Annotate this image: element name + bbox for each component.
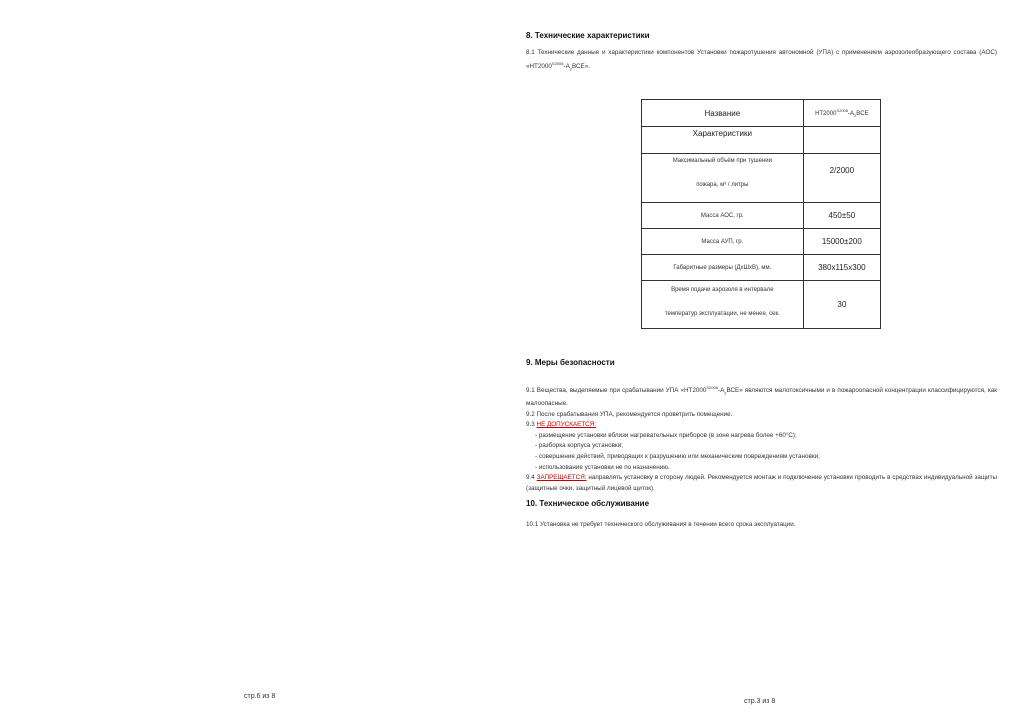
right-page-number: стр.3 из 8 xyxy=(744,698,776,705)
table-header-value: $НТ2000^{S2008}-A_2BCE$ xyxy=(803,100,880,127)
section-10-title: 10. Техническое обслуживание xyxy=(526,499,650,508)
table-row xyxy=(642,203,881,229)
row-value: 380х115х300 xyxy=(803,255,880,281)
row-value: 2/2000 xyxy=(803,154,880,203)
spec-table xyxy=(641,99,881,329)
row-label: пожара, м³ / литры xyxy=(696,182,749,188)
row-value: 450±50 xyxy=(803,203,880,229)
paragraph-9-3: 9.3 НЕ ДОПУСКАЕТСЯ: xyxy=(526,421,597,429)
table-header-name: Название xyxy=(642,100,804,127)
table-subheader: Характеристики xyxy=(642,127,804,154)
section-9-body xyxy=(526,383,997,494)
list-item: - размещение установки вблизи нагревательных приборов (в зоне нагрева более +60°С); xyxy=(535,431,797,439)
list-item: - разборка корпуса установки; xyxy=(535,442,623,450)
section-8-paragraph: 8.1 Технические данные и характеристики компонентов Установки пожаротушения автономной (УПА) с применением аэрозолеобразующего состава (АОС) «$НТ2000^{S2008}-А_2ВСЕ$». xyxy=(526,49,997,71)
row-value: 15000±200 xyxy=(803,229,880,255)
row-label: Максимальный объём при тушении xyxy=(672,158,772,164)
table-row xyxy=(642,229,881,255)
table-row xyxy=(642,281,881,329)
bullet-list xyxy=(526,431,997,473)
section-10-paragraph: 10.1 Установка не требует технического обслуживания в течении всего срока эксплуатации. xyxy=(526,521,796,528)
list-item: - использование установки не по назначению. xyxy=(535,463,670,471)
section-9-title: 9. Меры безопасности xyxy=(526,358,615,367)
row-value: 30 xyxy=(803,281,880,329)
list-item: - совершение действий, приводящих к разрушению или механическим повреждениям установки; xyxy=(535,452,820,460)
row-label: температур эксплуатации, не менее, сек. xyxy=(664,310,780,317)
paragraph-9-2: 9.2 После срабатывания УПА, рекомендуется проветрить помещение. xyxy=(526,410,733,418)
paragraph-9-1: 9.1 Вещества, выделяемые при срабатывании УПА «$НТ2000^{S2008}-А_2ВСЕ$» являются малотоксичными и в пожароопасной концентрации классифицируются, как малоопасные. xyxy=(526,385,997,407)
left-page-number: стр.6 из 8 xyxy=(244,693,276,700)
row-label: Масса АОС, гр. xyxy=(642,203,804,229)
table-row xyxy=(642,255,881,281)
paragraph-9-4: 9.4 ЗАПРЕЩАЕТСЯ: направлять установку в сторону людей. Рекомендуется монтаж и подключение установки проводить в средствах индивидуальной защиты (защитные очки, защитный лицевой щиток). xyxy=(526,474,997,492)
table-row xyxy=(642,154,881,203)
row-label: Время подачи аэрозоля в интервале xyxy=(671,286,774,293)
section-8-title: 8. Технические характеристики xyxy=(526,31,650,40)
row-label: Габаритные размеры (ДхШхВ), мм. xyxy=(642,255,804,281)
row-label: Масса АУП, гр. xyxy=(642,229,804,255)
